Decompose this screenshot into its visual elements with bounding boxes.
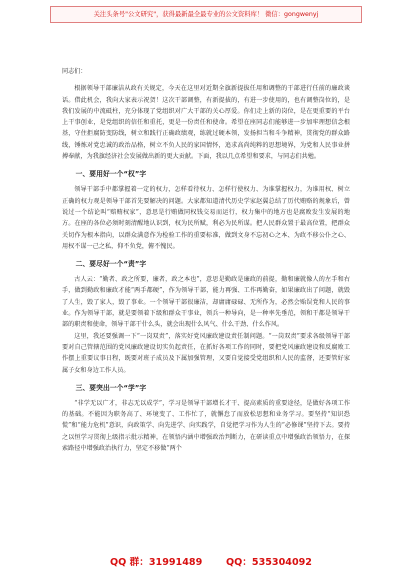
section2-paragraph-1: 古人云：“勤者、政之所要，廉者，政之本也”，意思是勤政是廉政的前提，勤和廉就像人的左手和右手，做到勤政和廉政才能“两手都硬”，作为领导干部，能力再强、工作再勤奋，如果廉政出了问题，就毁了人生，毁了家人，毁了事业。一个领导干部很廉洁，却庸庸碌碌、无所作为，必然会贻误党和人民的事业。作为领导干部，就是要领着下级和群众干事业，领兵一种导向，是一种率先垂范，领和干都是领导干部的职责和使命，领导干部干什么头，就会出现什么风气、什么干劲、什么作风。 [62, 276, 350, 329]
header-banner: 关注头条号"公文研究"，获得最新最全最专业的公文资料库！ 微信：gongwenyj [50, 6, 362, 23]
section3-paragraph: “非学无以广才，非志无以成学”，学习是领导干部增长才干、提高素质的重要途径，是做好各项工作的基础。不能因为职务高了、环境变了、工作忙了，就懈怠了而放松思想和业务学习。要坚持“知识恐慌”和“能力危机”意识，向政策学、向先进学、向实践学，自觉把学习作为人生的“必修课”坚持下去。要持之以恒学习贯彻上级指示批示精神，在领悟内涵中增强政治判断力，在研读重点中增强政治领悟力，在探索路径中增强政治执行力，坚定不移做“两个 [62, 399, 350, 453]
section1-paragraph: 领导干部手中都掌握着一定的权力，怎样看待权力、怎样行使权力、为谁掌握权力，为谁用权、树立正确的权力观是领导干部首先要解决的问题。大家都知道清代历史学家赵翼总结了历代贿赂的规象后，曾说过一个结论叫“赔贿权家”，意思是行贿做同权钱交易而运行，权力集中的地方也是腐败发生发展的地方。在座的各位必须时刻清醒地认识到，权为民所赋，利必为民所谋。把人民群众置于最高位置，把群众关切作为根本指向，以群众满意作为检验工作的重要标准，做到文身不忘初心之本、为政不移公仆之心、用权不谋一己之私，仰不负党，俯不愧民。 [62, 186, 350, 250]
qq-number-label: QQ：535304092 [226, 557, 312, 568]
intro-paragraph: 根据领导干部廉洁从政有关规定，今天在这里对近期全旗新提拔任用和调整的干部进行任前的廉政谈话。借此机会，我向大家表示祝贺！这次干部调整，有新提拔的，有进一步使用的，也有调整岗位的，是我们发展的中流砥柱，充分体现了党组织对广大干部的关心厚爱。你们走上新的岗位，是在更重要的平台上干事创业，是党组织的信任和重托，更是一份责任和使命。希望在座同志们能够进一步加牢理想信念根基，守住拒腐防变防线，树立和践行正确政绩观，练就过硬本领，发扬担当和斗争精神，贯彻党的群众路线，锤炼对党忠诚的政治品格，树立不负人民的家国情怀，追求高尚纯粹的思想境界，为党和人民事业拼搏奉献，为我旗经济社会发展做出新的更大贡献。下面，我以几点希望和要求，与同志们共勉。 [62, 85, 350, 161]
section-heading-1: 一、要用好一个“权”字 [75, 170, 147, 179]
section-heading-2: 二、要尽好一个“责”字 [75, 260, 147, 269]
greeting: 同志们： [62, 68, 87, 75]
section-heading-3: 三、要突出一个“学”字 [75, 383, 147, 392]
footer-contact [0, 554, 408, 570]
section2-paragraph-2: 这里，我还要强调一下“一岗双责”，落实好党风廉政建设责任制问题。“一岗双责”要求各级领导干部要对自己管辖范围的党风廉政建设切实负起责任，在抓好各项工作的同时，要把党风廉政建设和反腐败工作摆上重要议事日程，既要对班子成员及下属加强管理，又要自觉接受党组织和人民的监督，还要管好家属子女和身边工作人员。 [62, 332, 350, 374]
document-body [62, 66, 350, 454]
qq-group-label: QQ 群：31991489 [110, 557, 203, 568]
